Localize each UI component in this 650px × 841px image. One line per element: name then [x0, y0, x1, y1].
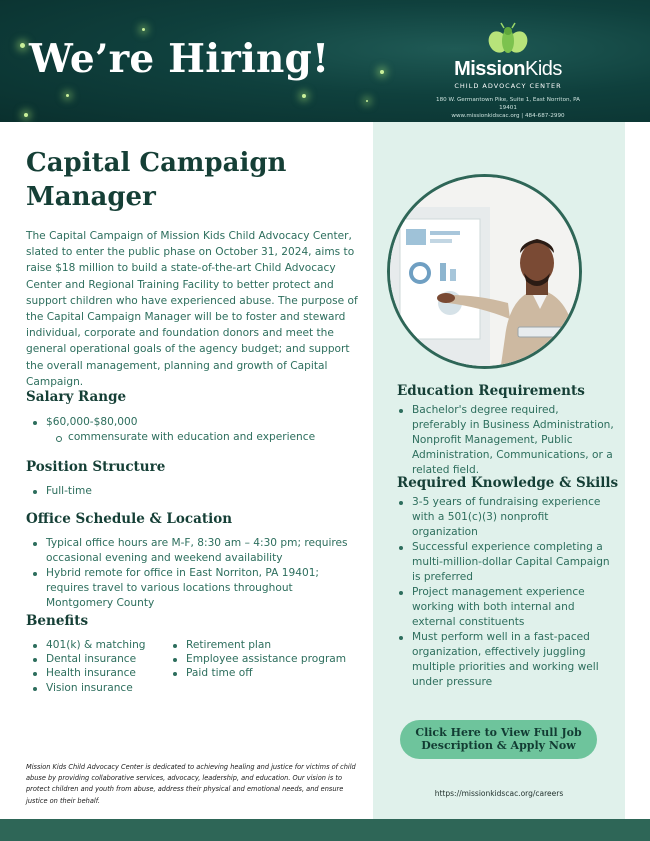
job-title-line2: Manager [26, 182, 156, 212]
skills-list [392, 495, 614, 690]
list-item: Typical office hours are M-F, 8:30 am – 4:30 pm; requires occasional evening and weekend availability [26, 536, 356, 566]
list-item: Full-time [26, 484, 356, 499]
glow-dot [142, 28, 145, 31]
glow-dot [366, 100, 368, 102]
glow-dot [380, 70, 384, 74]
hiring-title: We’re Hiring! [29, 36, 330, 82]
logo-brand-bold: Mission [454, 58, 526, 80]
apply-button-line1: Click Here to View Full Job [415, 726, 582, 739]
list-item: Successful experience completing a multi-million-dollar Capital Campaign is preferred [392, 540, 614, 585]
presenter-photo-icon [390, 177, 582, 369]
firefly-logo-icon [488, 22, 528, 56]
salary-range: $60,000-$80,000 [26, 415, 356, 430]
list-item: Paid time off [166, 666, 366, 680]
list-item: Bachelor's degree required, preferably in Business Administration, Nonprofit Management, Public Administration, Communications, or a related field. [392, 403, 614, 478]
mission-kids-logo[interactable] [428, 22, 588, 120]
glow-dot [302, 94, 306, 98]
glow-dot [66, 94, 69, 97]
list-item: Employee assistance program [166, 652, 366, 666]
schedule-heading: Office Schedule & Location [26, 511, 233, 527]
schedule-list [26, 536, 356, 611]
logo-address: 180 W. Germantown Pike, Suite 1, East Norriton, PA 19401 [436, 97, 580, 111]
logo-wordmark [428, 58, 588, 81]
benefits-heading: Benefits [26, 613, 89, 629]
list-item: Hybrid remote for office in East Norriton, PA 19401; requires travel to various locations throughout Montgomery County [26, 566, 356, 611]
list-item: Dental insurance [26, 652, 176, 666]
education-list [392, 403, 614, 478]
salary-note: commensurate with education and experience [26, 430, 356, 445]
list-item: Vision insurance [26, 681, 176, 695]
education-heading: Education Requirements [397, 383, 585, 399]
header-banner [0, 0, 650, 122]
list-item: Project management experience working with both internal and external constituents [392, 585, 614, 630]
job-title [26, 146, 356, 214]
list-item: Must perform well in a fast-paced organization, effectively juggling multiple priorities and working well under pressure [392, 630, 614, 690]
structure-list [26, 484, 356, 499]
salary-heading: Salary Range [26, 389, 127, 405]
list-item: Retirement plan [166, 638, 366, 652]
structure-heading: Position Structure [26, 459, 166, 475]
footer-bar [0, 819, 650, 841]
logo-brand-light: Kids [525, 58, 562, 80]
mission-statement: Mission Kids Child Advocacy Center is dedicated to achieving healing and justice for victims of child abuse by providing collaborative services, advocacy, leadership, and education. Our vision is to protect children and youth from abuse, address their physical and emotional needs, and ensure justice on their behalf. [26, 763, 356, 805]
job-intro: The Capital Campaign of Mission Kids Child Advocacy Center, slated to enter the public phase on October 31, 2024, aims to raise $18 million to build a state-of-the-art Child Advocacy Center and Regional Training Facility to better protect and support children who have experienced abuse. The purpose of the Capital Campaign Manager will be to foster and steward individual, corporate and foundation donors and meet the general operational goals of the agency budget; and support the overall management, planning and growth of Capital Campaign. [26, 230, 358, 388]
candidate-photo [387, 174, 582, 369]
apply-button-line2: Description & Apply Now [421, 739, 576, 752]
glow-dot [24, 113, 28, 117]
apply-now-button[interactable] [400, 720, 597, 759]
logo-subtitle: CHILD ADVOCACY CENTER [454, 82, 562, 90]
skills-heading: Required Knowledge & Skills [397, 475, 619, 491]
list-item: 401(k) & matching [26, 638, 176, 652]
careers-link[interactable]: https://missionkidscac.org/careers [434, 789, 564, 798]
list-item: 3-5 years of fundraising experience with a 501(c)(3) nonprofit organization [392, 495, 614, 540]
salary-list [26, 415, 356, 445]
benefits-list-col1 [26, 638, 176, 695]
list-item: Health insurance [26, 666, 176, 680]
glow-dot [20, 43, 25, 48]
benefits-list-col2 [166, 638, 366, 681]
job-title-line1: Capital Campaign [26, 148, 287, 178]
logo-contact: www.missionkidscac.org | 484-687-2990 [451, 113, 565, 119]
